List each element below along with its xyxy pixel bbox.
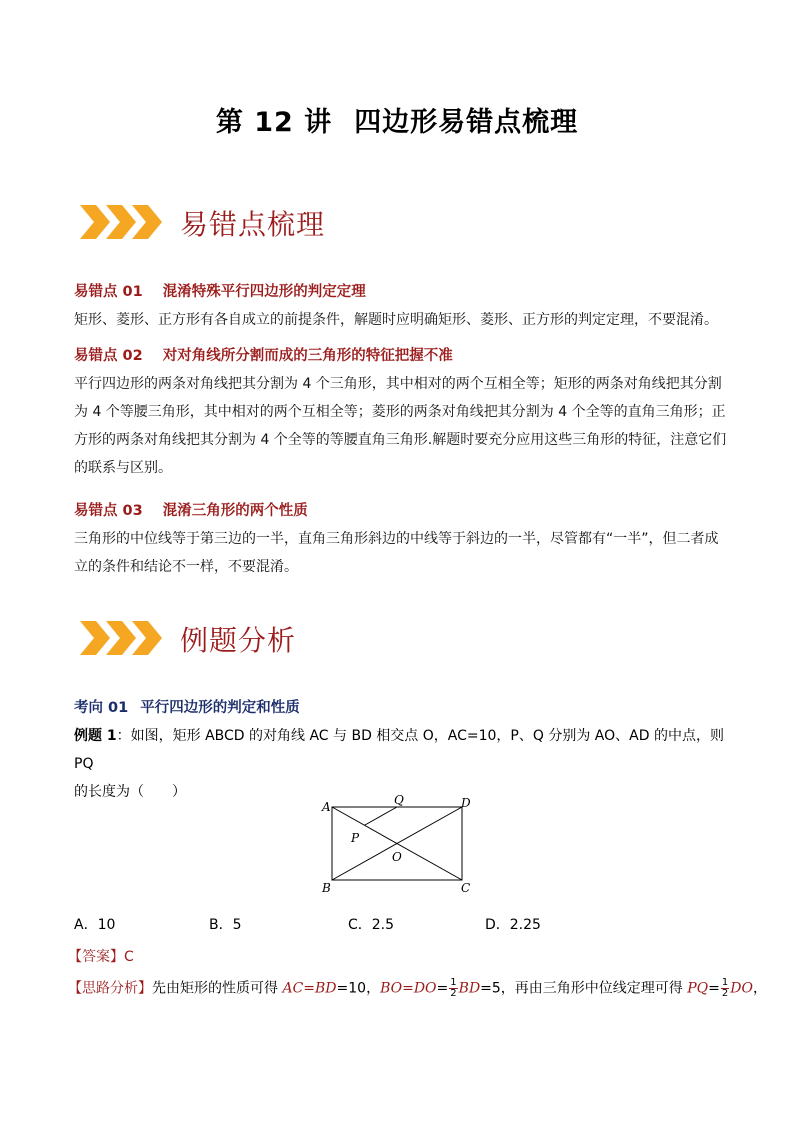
body-line: 为 4 个等腰三角形，其中相对的两个互相全等；菱形的两条对角线把其分割为 4 个全等的直角三角形；正 — [74, 404, 726, 420]
label-d: D — [461, 796, 471, 810]
fraction-numerator: 1 — [721, 977, 729, 988]
mistake-point-body — [74, 525, 734, 581]
analysis-label: 【思路分析】 — [68, 980, 152, 997]
label-o: O — [392, 850, 402, 864]
analysis-text: =10， — [336, 980, 381, 997]
mistake-point-heading: 混淆三角形的两个性质 — [162, 503, 308, 519]
math-term: BD — [458, 980, 481, 997]
label-q: Q — [394, 795, 404, 807]
body-line: 三角形的中位线等于第三边的一半，直角三角形斜边的中线等于斜边的一半，尽管都有“一半”，但二者成 — [74, 531, 719, 547]
label-p: P — [351, 831, 360, 845]
chevron-arrows-icon — [80, 205, 162, 239]
mistake-point-title — [74, 280, 366, 301]
fraction-one-half — [449, 978, 457, 999]
section-heading-examples: 例题分析 — [180, 624, 297, 657]
analysis-text: = — [708, 980, 720, 997]
label-a: A — [322, 800, 331, 814]
body-line: 的联系与区别。 — [74, 460, 172, 476]
mistake-point-title — [74, 499, 308, 520]
analysis-text: =5，再由三角形中位线定理可得 — [480, 980, 688, 997]
mistake-point-number: 易错点 03 — [74, 503, 143, 519]
fraction-one-half — [721, 978, 729, 999]
mistake-point-number: 易错点 02 — [74, 348, 143, 364]
analysis-text: 先由矩形的性质可得 — [152, 980, 283, 997]
mistake-point-title — [74, 344, 453, 365]
lecture-title: 四边形易错点梳理 — [354, 107, 579, 138]
topic-number: 考向 01 — [74, 700, 129, 716]
fraction-denominator: 2 — [450, 988, 457, 999]
mistake-point-body — [74, 370, 734, 482]
option-d: D．2.25 — [485, 917, 541, 933]
example-line: 的长度为（ ） — [74, 784, 186, 800]
mistake-point-heading: 混淆特殊平行四边形的判定定理 — [162, 284, 366, 300]
body-line: 立的条件和结论不一样，不要混淆。 — [74, 559, 298, 575]
fraction-denominator: 2 — [721, 988, 729, 999]
example-line: ：如图，矩形 ABCD 的对角线 AC 与 BD 相交点 O，AC=10，P、Q 分别为 AO、AD 的中点，则 PQ — [74, 728, 724, 772]
answer-label: 【答案】 — [68, 949, 124, 965]
analysis-line — [68, 978, 767, 999]
mistake-point-body — [74, 306, 734, 334]
option-b: B．5 — [209, 917, 242, 933]
topic-title — [74, 696, 300, 717]
mistake-point-heading: 对对角线所分割而成的三角形的特征把握不准 — [162, 348, 453, 364]
body-line: 平行四边形的两条对角线把其分割为 4 个三角形，其中相对的两个互相全等；矩形的两条对角线把其分割 — [74, 376, 722, 392]
math-term: BO=DO — [380, 980, 437, 997]
page-title — [0, 100, 794, 139]
math-term: DO — [730, 980, 753, 997]
label-c: C — [461, 881, 471, 895]
section-heading-mistakes: 易错点梳理 — [180, 208, 326, 241]
analysis-text: = — [436, 980, 449, 997]
segment-pq — [365, 807, 398, 825]
fraction-numerator: 1 — [450, 977, 457, 988]
body-line: 方形的两条对角线把其分割为 4 个全等的等腰直角三角形.解题时要充分应用这些三角形的特征，注意它们 — [74, 432, 727, 448]
topic-heading: 平行四边形的判定和性质 — [140, 700, 300, 716]
option-c: C．2.5 — [348, 917, 395, 933]
body-line: 矩形、菱形、正方形有各自成立的前提条件，解题时应明确矩形、菱形、正方形的判定定理，不要混淆。 — [74, 312, 718, 328]
math-term: AC=BD — [282, 980, 337, 997]
option-a: A．10 — [74, 917, 116, 933]
example-question — [74, 722, 734, 806]
chevron-arrows-icon — [80, 621, 162, 655]
answer-value: C — [124, 949, 134, 965]
answer-line — [68, 946, 134, 966]
math-term: PQ — [687, 980, 709, 997]
mistake-point-number: 易错点 01 — [74, 284, 143, 300]
rectangle-figure — [318, 795, 478, 895]
analysis-text: ， — [752, 980, 767, 997]
lecture-number: 第 12 讲 — [215, 107, 333, 138]
example-label: 例题 1 — [74, 728, 117, 744]
label-b: B — [322, 881, 331, 895]
